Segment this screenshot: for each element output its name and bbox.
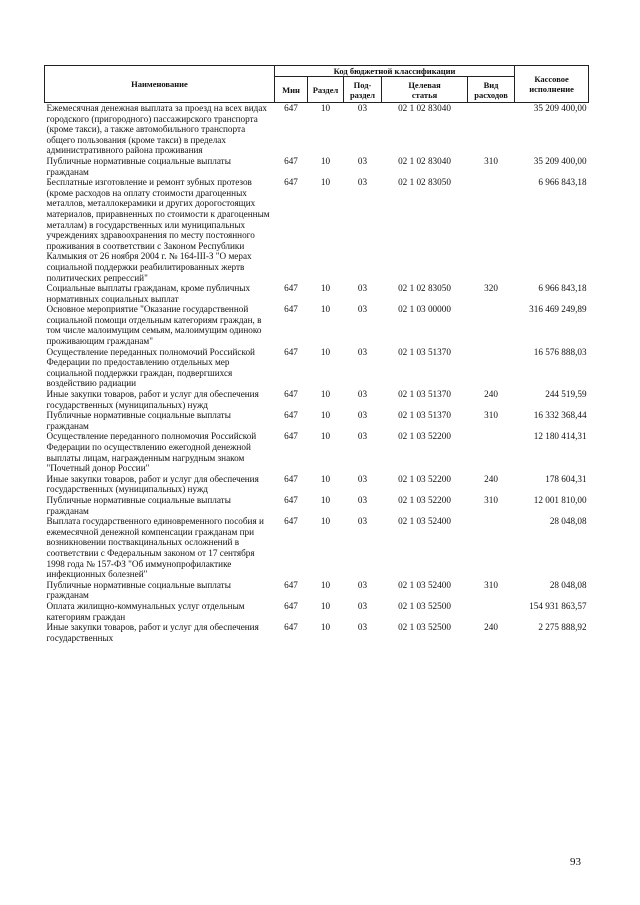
row-podrazdel: 03 xyxy=(357,304,368,315)
row-razdel: 10 xyxy=(320,346,331,357)
row-podrazdel: 03 xyxy=(357,389,368,400)
row-target: 02 1 03 51370 xyxy=(398,346,451,357)
row-target: 02 1 03 52500 xyxy=(398,600,451,611)
table-row xyxy=(45,389,589,410)
row-min: 647 xyxy=(284,473,298,484)
row-vid: 320 xyxy=(484,283,498,294)
row-podrazdel: 03 xyxy=(357,600,368,611)
row-podrazdel: 03 xyxy=(357,177,368,188)
row-razdel: 10 xyxy=(320,516,331,527)
row-min: 647 xyxy=(284,494,298,505)
row-vid xyxy=(468,177,515,283)
row-podrazdel: 03 xyxy=(357,579,368,590)
row-amount: 154 931 863,57 xyxy=(529,600,587,611)
row-razdel: 10 xyxy=(320,600,331,611)
row-amount: 28 048,08 xyxy=(549,516,587,527)
header-min: Мин xyxy=(275,77,308,103)
row-amount: 12 180 414,31 xyxy=(533,431,587,442)
row-min: 647 xyxy=(284,622,298,633)
row-name: Основное мероприятие "Оказание государственной социальной помощи отдельным категориям граждан, в том числе малоимущим семьям, малоимущим одиноко проживающим гражданам" xyxy=(46,304,262,347)
header-target: Целевая статья xyxy=(382,77,468,103)
row-amount: 35 209 400,00 xyxy=(533,155,587,166)
row-razdel: 10 xyxy=(320,494,331,505)
row-name: Социальные выплаты гражданам, кроме публичных нормативных социальных выплат xyxy=(46,283,251,304)
table-row xyxy=(45,516,589,580)
row-razdel: 10 xyxy=(320,155,331,166)
table-row xyxy=(45,156,589,177)
row-min: 647 xyxy=(284,346,298,357)
row-name: Иные закупки товаров, работ и услуг для обеспечения государственных (муниципальных) нужд xyxy=(46,389,259,410)
header-amount: Кассовое исполнение xyxy=(515,66,589,103)
row-razdel: 10 xyxy=(320,473,331,484)
row-podrazdel: 03 xyxy=(357,516,368,527)
table-header xyxy=(45,66,589,103)
table-row xyxy=(45,410,589,431)
row-vid xyxy=(468,601,515,622)
header-podrazdel: Под- раздел xyxy=(344,77,382,103)
row-target: 02 1 02 83040 xyxy=(398,103,451,113)
row-podrazdel: 03 xyxy=(357,494,368,505)
row-vid xyxy=(468,304,515,346)
row-vid: 310 xyxy=(484,579,498,590)
header-vid: Вид расходов xyxy=(468,77,515,103)
row-amount: 12 001 810,00 xyxy=(533,494,587,505)
table-row xyxy=(45,103,589,156)
row-amount: 6 966 843,18 xyxy=(538,283,587,294)
row-podrazdel: 03 xyxy=(357,473,368,484)
table-row xyxy=(45,304,589,346)
row-razdel: 10 xyxy=(320,431,331,442)
row-name: Иные закупки товаров, работ и услуг для обеспечения государственных xyxy=(46,622,259,643)
row-vid: 240 xyxy=(484,389,498,400)
row-min: 647 xyxy=(284,177,298,188)
row-target: 02 1 03 52500 xyxy=(398,622,451,633)
row-vid: 240 xyxy=(484,473,498,484)
row-name: Публичные нормативные социальные выплаты гражданам xyxy=(46,410,231,431)
row-name: Публичные нормативные социальные выплаты гражданам xyxy=(46,579,231,601)
row-min: 647 xyxy=(284,516,298,527)
header-razdel: Раздел xyxy=(308,77,344,103)
row-target: 02 1 03 52400 xyxy=(398,579,451,590)
row-razdel: 10 xyxy=(320,579,331,590)
table-row xyxy=(45,431,589,473)
row-target: 02 1 02 83050 xyxy=(398,177,451,188)
row-amount: 16 332 368,44 xyxy=(533,410,587,421)
row-name: Бесплатные изготовление и ремонт зубных протезов (кроме расходов на оплату стоимости драгоценных металлов, металлокерамики и других дорогостоящих материалов, приравненных по стоимости к драгоценным металлам) в государственных или муниципальных учреждениях здравоохранения по месту постоянного проживания в соответствии с Законом Республики Калмыкия от 26 ноября 2004 г. № 164-III-З "О мерах социальной поддержки реабилитированных жертв политических репрессий" xyxy=(46,177,270,283)
table-body xyxy=(45,103,589,644)
table-row xyxy=(45,283,589,304)
row-target: 02 1 02 83040 xyxy=(398,155,451,166)
table-row xyxy=(45,495,589,516)
row-amount: 16 576 888,03 xyxy=(533,346,587,357)
row-razdel: 10 xyxy=(320,410,331,421)
row-podrazdel: 03 xyxy=(357,622,368,633)
row-vid xyxy=(468,347,515,389)
row-target: 02 1 02 83050 xyxy=(398,283,451,294)
row-podrazdel: 03 xyxy=(357,431,368,442)
row-vid xyxy=(468,103,515,156)
row-vid xyxy=(468,431,515,473)
row-name: Оплата жилищно-коммунальных услуг отдельным категориям граждан xyxy=(46,600,245,622)
row-amount: 6 966 843,18 xyxy=(538,177,587,188)
table-row xyxy=(45,601,589,622)
row-amount: 178 604,31 xyxy=(545,473,587,484)
budget-table xyxy=(44,65,589,643)
row-target: 02 1 03 52400 xyxy=(398,516,451,527)
row-name: Осуществление переданного полномочия Российской Федерации по осуществлению ежегодной денежной выплаты лицам, награжденным нагрудным знаком "Почетный донор России" xyxy=(46,431,257,474)
row-min: 647 xyxy=(284,304,298,315)
row-amount: 35 209 400,00 xyxy=(533,103,587,113)
page-number: 93 xyxy=(570,856,581,868)
header-name: Наименование xyxy=(45,66,275,103)
row-min: 647 xyxy=(284,431,298,442)
row-min: 647 xyxy=(284,600,298,611)
row-vid: 310 xyxy=(484,494,498,505)
row-vid: 310 xyxy=(484,410,498,421)
table-row xyxy=(45,580,589,601)
row-vid: 240 xyxy=(484,622,498,633)
row-podrazdel: 03 xyxy=(357,346,368,357)
row-min: 647 xyxy=(284,155,298,166)
row-name: Публичные нормативные социальные выплаты гражданам xyxy=(46,494,231,516)
row-amount: 2 275 888,92 xyxy=(538,622,587,633)
row-amount: 28 048,08 xyxy=(549,579,587,590)
row-podrazdel: 03 xyxy=(357,155,368,166)
row-min: 647 xyxy=(284,283,298,294)
row-name: Публичные нормативные социальные выплаты гражданам xyxy=(46,155,231,177)
table-row xyxy=(45,622,589,643)
row-razdel: 10 xyxy=(320,283,331,294)
row-amount: 244 519,59 xyxy=(545,389,587,400)
row-razdel: 10 xyxy=(320,103,331,113)
row-vid xyxy=(468,516,515,580)
row-podrazdel: 03 xyxy=(357,103,368,113)
row-target: 02 1 03 00000 xyxy=(398,304,451,315)
table-row xyxy=(45,474,589,495)
row-target: 02 1 03 52200 xyxy=(398,473,451,484)
row-podrazdel: 03 xyxy=(357,410,368,421)
row-min: 647 xyxy=(284,103,298,113)
row-target: 02 1 03 51370 xyxy=(398,389,451,400)
row-min: 647 xyxy=(284,410,298,421)
table-row xyxy=(45,347,589,389)
row-razdel: 10 xyxy=(320,389,331,400)
row-name: Ежемесячная денежная выплата за проезд на всех видах городского (пригородного) пассажирского транспорта (кроме такси), а также автомобильного транспорта общего пользования (кроме такси) в пределах административного района проживания xyxy=(46,103,268,156)
row-name: Осуществление переданных полномочий Российской Федерации по предоставлению отдельных мер социальной поддержки граждан, подвергшихся воздействию радиации xyxy=(46,346,255,389)
row-razdel: 10 xyxy=(320,622,331,633)
row-name: Выплата государственного единовременного пособия и ежемесячной денежной компенсации гражданам при возникновении поствакцинальных осложнений в соответствии с Федеральным законом от 17 сентября 1998 года № 157-ФЗ "Об иммунопрофилактике инфекционных болезней" xyxy=(46,516,264,580)
row-min: 647 xyxy=(284,579,298,590)
table-row xyxy=(45,177,589,283)
row-target: 02 1 03 51370 xyxy=(398,410,451,421)
row-podrazdel: 03 xyxy=(357,283,368,294)
row-vid: 310 xyxy=(484,155,498,166)
header-code-group: Код бюджетной классификации xyxy=(275,66,515,77)
row-target: 02 1 03 52200 xyxy=(398,494,451,505)
row-target: 02 1 03 52200 xyxy=(398,431,451,442)
row-razdel: 10 xyxy=(320,177,331,188)
row-amount: 316 469 249,89 xyxy=(529,304,587,315)
row-name: Иные закупки товаров, работ и услуг для обеспечения государственных (муниципальных) нужд xyxy=(46,473,259,495)
row-min: 647 xyxy=(284,389,298,400)
row-razdel: 10 xyxy=(320,304,331,315)
